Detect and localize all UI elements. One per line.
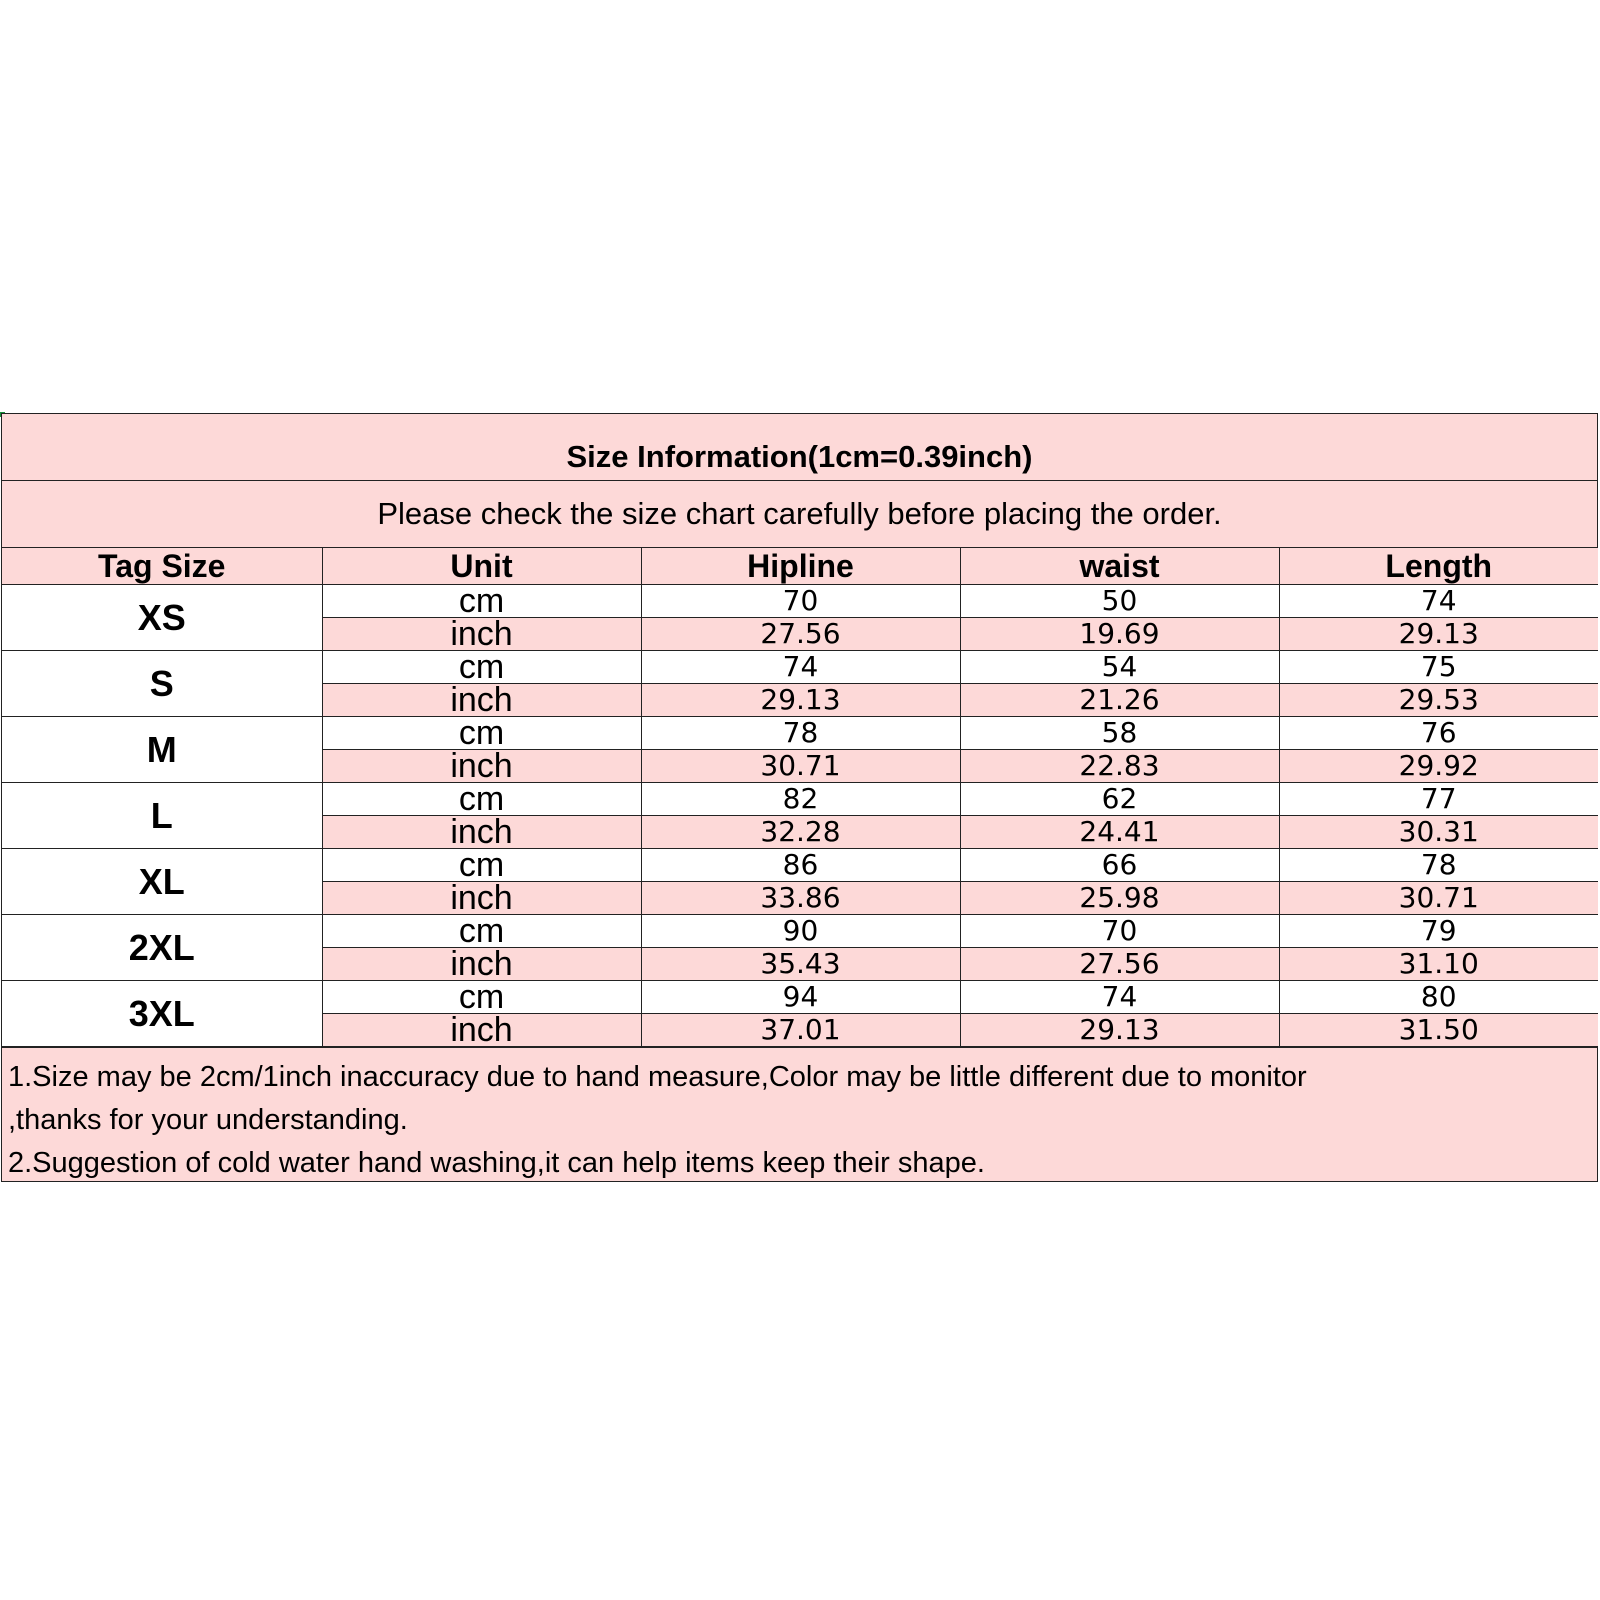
length-cell: 29.13 — [1279, 618, 1598, 651]
unit-cell: cm — [322, 915, 641, 948]
unit-cell: inch — [322, 684, 641, 717]
size-chart — [1, 413, 1598, 1182]
hipline-cell: 82 — [641, 783, 960, 816]
hipline-cell: 78 — [641, 717, 960, 750]
unit-cell: cm — [322, 981, 641, 1014]
waist-cell: 19.69 — [960, 618, 1279, 651]
tag-size-cell: S — [2, 651, 322, 717]
length-cell: 31.10 — [1279, 948, 1598, 981]
length-cell: 30.71 — [1279, 882, 1598, 915]
unit-cell: cm — [322, 783, 641, 816]
waist-cell: 24.41 — [960, 816, 1279, 849]
table-row — [2, 981, 1598, 1014]
column-header-waist: waist — [960, 548, 1279, 585]
length-cell: 79 — [1279, 915, 1598, 948]
waist-cell: 22.83 — [960, 750, 1279, 783]
unit-cell: inch — [322, 1014, 641, 1047]
note-line: 1.Size may be 2cm/1inch inaccuracy due to hand measure,Color may be little different due to monitor — [8, 1061, 1307, 1093]
length-cell: 78 — [1279, 849, 1598, 882]
unit-cell: cm — [322, 717, 641, 750]
hipline-cell: 37.01 — [641, 1014, 960, 1047]
length-cell: 31.50 — [1279, 1014, 1598, 1047]
notes — [2, 1047, 1597, 1181]
hipline-cell: 33.86 — [641, 882, 960, 915]
table-row — [2, 783, 1598, 816]
tag-size-cell: M — [2, 717, 322, 783]
unit-cell: inch — [322, 618, 641, 651]
waist-cell: 27.56 — [960, 948, 1279, 981]
waist-cell: 29.13 — [960, 1014, 1279, 1047]
waist-cell: 54 — [960, 651, 1279, 684]
chart-subtitle: Please check the size chart carefully before placing the order. — [2, 481, 1597, 548]
unit-cell: cm — [322, 651, 641, 684]
table-body — [2, 585, 1598, 1047]
table-row — [2, 651, 1598, 684]
waist-cell: 74 — [960, 981, 1279, 1014]
table-row — [2, 717, 1598, 750]
waist-cell: 25.98 — [960, 882, 1279, 915]
tag-size-cell: XS — [2, 585, 322, 651]
note-line: ,thanks for your understanding. — [8, 1104, 408, 1136]
waist-cell: 21.26 — [960, 684, 1279, 717]
length-cell: 77 — [1279, 783, 1598, 816]
table-row — [2, 849, 1598, 882]
table-row — [2, 915, 1598, 948]
hipline-cell: 70 — [641, 585, 960, 618]
tag-size-cell: XL — [2, 849, 322, 915]
length-cell: 30.31 — [1279, 816, 1598, 849]
hipline-cell: 27.56 — [641, 618, 960, 651]
length-cell: 29.53 — [1279, 684, 1598, 717]
unit-cell: inch — [322, 882, 641, 915]
length-cell: 80 — [1279, 981, 1598, 1014]
hipline-cell: 35.43 — [641, 948, 960, 981]
waist-cell: 58 — [960, 717, 1279, 750]
length-cell: 76 — [1279, 717, 1598, 750]
hipline-cell: 74 — [641, 651, 960, 684]
length-cell: 75 — [1279, 651, 1598, 684]
note-line: 2.Suggestion of cold water hand washing,it can help items keep their shape. — [8, 1147, 985, 1179]
unit-cell: inch — [322, 816, 641, 849]
hipline-cell: 94 — [641, 981, 960, 1014]
waist-cell: 70 — [960, 915, 1279, 948]
hipline-cell: 86 — [641, 849, 960, 882]
waist-cell: 66 — [960, 849, 1279, 882]
chart-title: Size Information(1cm=0.39inch) — [2, 414, 1597, 481]
waist-cell: 62 — [960, 783, 1279, 816]
column-header-hipline: Hipline — [641, 548, 960, 585]
size-table — [2, 548, 1598, 1047]
hipline-cell: 30.71 — [641, 750, 960, 783]
unit-cell: cm — [322, 585, 641, 618]
column-header-unit: Unit — [322, 548, 641, 585]
tag-size-cell: 3XL — [2, 981, 322, 1047]
waist-cell: 50 — [960, 585, 1279, 618]
unit-cell: cm — [322, 849, 641, 882]
length-cell: 29.92 — [1279, 750, 1598, 783]
tag-size-cell: L — [2, 783, 322, 849]
unit-cell: inch — [322, 948, 641, 981]
hipline-cell: 90 — [641, 915, 960, 948]
column-header-length: Length — [1279, 548, 1598, 585]
hipline-cell: 32.28 — [641, 816, 960, 849]
tag-size-cell: 2XL — [2, 915, 322, 981]
table-row — [2, 585, 1598, 618]
hipline-cell: 29.13 — [641, 684, 960, 717]
header-row — [2, 548, 1598, 585]
length-cell: 74 — [1279, 585, 1598, 618]
unit-cell: inch — [322, 750, 641, 783]
column-header-tag-size: Tag Size — [2, 548, 322, 585]
